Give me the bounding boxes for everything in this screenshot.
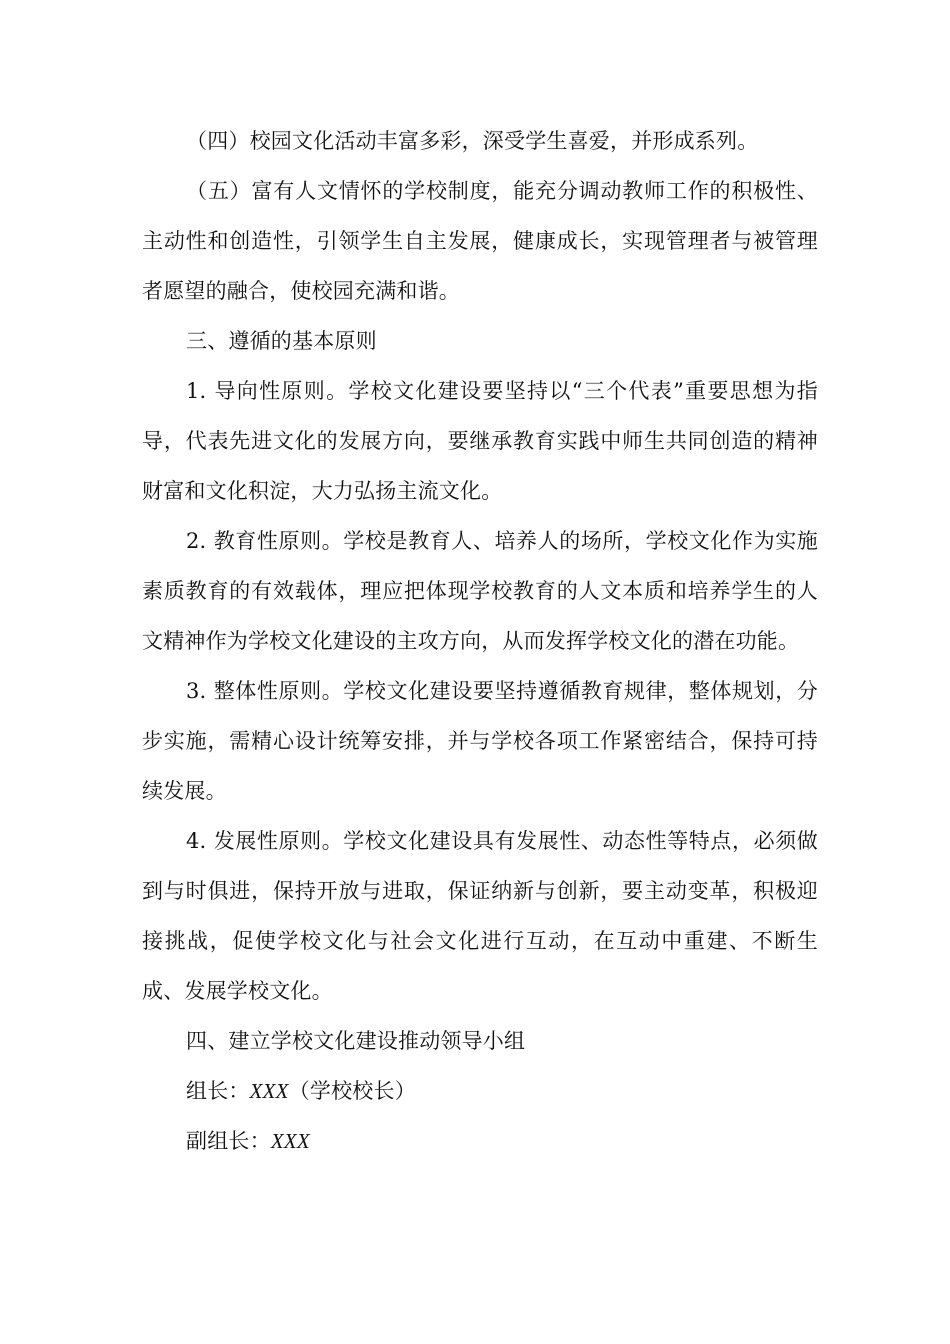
vice-leader-label: 副组长：	[186, 1129, 271, 1153]
paragraph-principle-development: 4. 发展性原则。学校文化建设具有发展性、动态性等特点，必须做到与时俱进，保持开放与进取，保证纳新与创新，要主动变革，积极迎接挑战，促使学校文化与社会文化进行互动，在互动中重建、不断生成、发展学校文化。	[142, 829, 818, 1003]
paragraph-system: （五）富有人文情怀的学校制度，能充分调动教师工作的积极性、主动性和创造性，引领学生自主发展，健康成长，实现管理者与被管理者愿望的融合，使校园充满和谐。	[142, 179, 818, 303]
document-body	[142, 116, 818, 1166]
leader-line	[142, 1066, 818, 1116]
paragraph-principle-integrity: 3. 整体性原则。学校文化建设要坚持遵循教育规律，整体规划，分步实施，需精心设计统筹安排，并与学校各项工作紧密结合，保持可持续发展。	[142, 679, 818, 803]
paragraph-principle-guidance: 1. 导向性原则。学校文化建设要坚持以“三个代表”重要思想为指导，代表先进文化的发展方向，要继承教育实践中师生共同创造的精神财富和文化积淀，大力弘扬主流文化。	[142, 379, 818, 503]
vice-leader-line	[142, 1116, 818, 1166]
paragraph-principle-education: 2. 教育性原则。学校是教育人、培养人的场所，学校文化作为实施素质教育的有效载体，理应把体现学校教育的人文本质和培养学生的人文精神作为学校文化建设的主攻方向，从而发挥学校文化的潜在功能。	[142, 529, 818, 653]
section-heading-leadership: 四、建立学校文化建设推动领导小组	[186, 1029, 526, 1053]
vice-leader-name: XXX	[270, 1129, 310, 1153]
paragraph-activities: （四）校园文化活动丰富多彩，深受学生喜爱，并形成系列。	[186, 129, 759, 153]
section-heading-principles: 三、遵循的基本原则	[186, 329, 377, 353]
leader-name: XXX	[249, 1079, 289, 1103]
leader-label: 组长：	[186, 1079, 250, 1103]
leader-note: （学校校长）	[288, 1079, 416, 1103]
